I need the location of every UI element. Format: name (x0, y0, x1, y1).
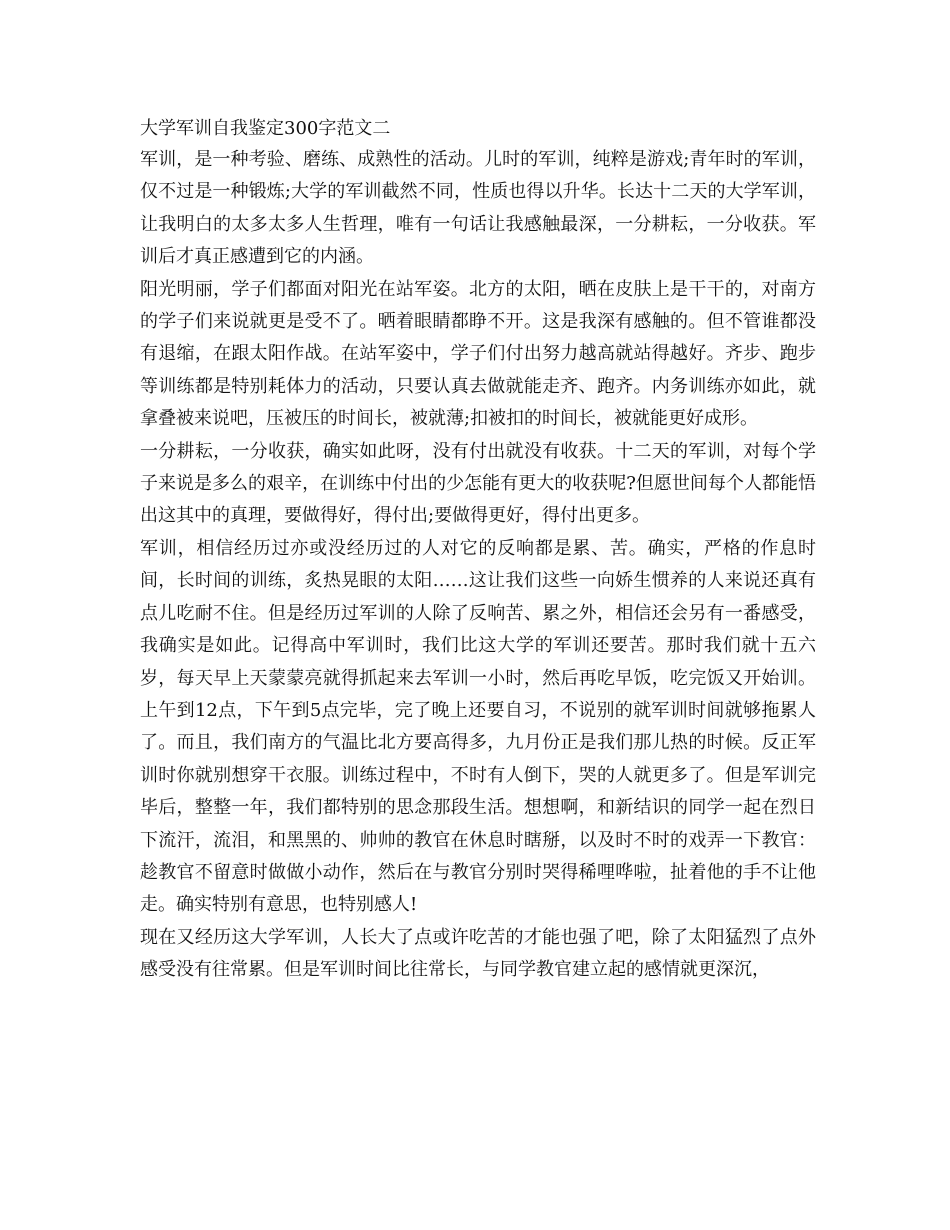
document-body (140, 116, 816, 987)
paragraph-1: 军训，是一种考验、磨练、成熟性的活动。儿时的军训，纯粹是游戏;青年时的军训，仅不过是一种锻炼;大学的军训截然不同，性质也得以升华。长达十二天的大学军训，让我明白的太多太多人生哲理，唯有一句话让我感触最深，一分耕耘，一分收获。军训后才真正感遭到它的内涵。 (140, 149, 816, 268)
document-title: 大学军训自我鉴定300字范文二 (140, 118, 391, 139)
paragraph-4: 军训，相信经历过亦或没经历过的人对它的反响都是累、苦。确实，严格的作息时间，长时间的训练，炙热晃眼的太阳……这让我们这些一向娇生惯养的人来说还真有点儿吃耐不住。但是经历过军训的人除了反响苦、累之外，相信还会另有一番感受，我确实是如此。记得高中军训时，我们比这大学的军训还要苦。那时我们就十五六岁，每天早上天蒙蒙亮就得抓起来去军训一小时，然后再吃早饭，吃完饭又开始训。上午到12点，下午到5点完毕，完了晚上还要自习，不说别的就军训时间就够拖累人了。而且，我们南方的气温比北方要高得多，九月份正是我们那儿热的时候。反正军训时你就别想穿干衣服。训练过程中，不时有人倒下，哭的人就更多了。但是军训完毕后，整整一年，我们都特别的思念那段生活。想想啊，和新结识的同学一起在烈日下流汗，流泪，和黑黑的、帅帅的教官在休息时瞎掰，以及时不时的戏弄一下教官：趁教官不留意时做做小动作，然后在与教官分别时哭得稀哩哗啦，扯着他的手不让他走。确实特别有意思，也特别感人! (140, 537, 816, 916)
paragraph-5: 现在又经历这大学军训，人长大了点或许吃苦的才能也强了吧，除了太阳猛烈了点外感受没有往常累。但是军训时间比往常长，与同学教官建立起的感情就更深沉， (140, 926, 816, 981)
paragraph-2: 阳光明丽，学子们都面对阳光在站军姿。北方的太阳，晒在皮肤上是干干的，对南方的学子们来说就更是受不了。晒着眼睛都睁不开。这是我深有感触的。但不管谁都没有退缩，在跟太阳作战。在站军姿中，学子们付出努力越高就站得越好。齐步、跑步等训练都是特别耗体力的活动，只要认真去做就能走齐、跑齐。内务训练亦如此，就拿叠被来说吧，压被压的时间长，被就薄;扣被扣的时间长，被就能更好成形。 (140, 278, 816, 430)
paragraph-3: 一分耕耘，一分收获，确实如此呀，没有付出就没有收获。十二天的军训，对每个学子来说是多么的艰辛，在训练中付出的少怎能有更大的收获呢?但愿世间每个人都能悟出这其中的真理，要做得好，得付出;要做得更好，得付出更多。 (140, 440, 816, 527)
